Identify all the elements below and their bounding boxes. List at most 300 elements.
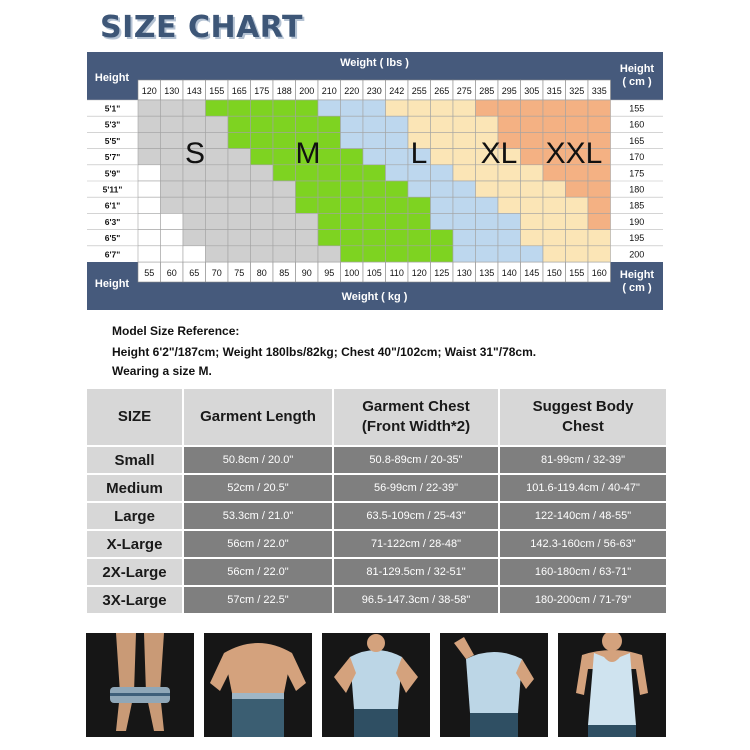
height-ft-tick: 5'9" <box>104 168 121 179</box>
size-cell <box>498 181 521 197</box>
size-cell <box>183 181 206 197</box>
size-cell <box>206 165 229 181</box>
size-cell <box>341 213 364 229</box>
size-cell <box>566 116 589 132</box>
header-body-chest <box>499 388 667 446</box>
size-cell <box>521 149 544 165</box>
waist-measurement-icon <box>204 633 312 737</box>
size-cell <box>566 246 589 262</box>
size-cell <box>363 149 386 165</box>
size-cell <box>251 213 274 229</box>
size-cell <box>363 230 386 246</box>
size-cell <box>341 149 364 165</box>
size-cell <box>251 181 274 197</box>
height-ft-tick: 5'3" <box>104 119 121 130</box>
size-cell <box>138 197 161 213</box>
size-cell <box>543 197 566 213</box>
size-cell <box>476 100 499 116</box>
size-cell <box>386 149 409 165</box>
body-chest-cell: 81-99cm / 32-39" <box>499 446 667 474</box>
weight-kg-tick: 120 <box>411 268 427 278</box>
size-cell: Small <box>86 446 183 474</box>
height-ft-tick: 5'5" <box>104 135 121 146</box>
size-cell <box>498 213 521 229</box>
size-cell <box>543 181 566 197</box>
model-measurements: Height 6'2"/187cm; Weight 180lbs/82kg; Chest 40"/102cm; Waist 31"/78cm. <box>112 345 537 359</box>
weight-kg-tick: 130 <box>456 268 472 278</box>
size-cell <box>431 197 454 213</box>
size-label-s: S <box>184 137 206 171</box>
size-cell <box>386 197 409 213</box>
height-cm-tick: 155 <box>629 103 645 114</box>
size-label-xl: XL <box>480 137 518 171</box>
size-cell <box>251 100 274 116</box>
size-cell <box>363 100 386 116</box>
weight-kg-tick: 125 <box>434 268 450 278</box>
size-cell <box>453 165 476 181</box>
garment-length-cell: 50.8cm / 20.0" <box>183 446 333 474</box>
weight-height-size-chart <box>87 52 663 310</box>
photo-shoulder <box>440 633 548 737</box>
size-cell <box>453 181 476 197</box>
weight-lbs-tick: 230 <box>366 86 382 96</box>
size-cell <box>588 116 611 132</box>
size-cell <box>251 230 274 246</box>
size-cell <box>206 181 229 197</box>
size-cell <box>206 132 229 148</box>
size-cell <box>566 213 589 229</box>
size-cell <box>341 181 364 197</box>
size-cell <box>453 132 476 148</box>
weight-lbs-tick: 165 <box>231 86 247 96</box>
weight-kg-tick: 100 <box>344 268 360 278</box>
size-cell <box>183 246 206 262</box>
size-cell <box>476 246 499 262</box>
size-cell <box>363 213 386 229</box>
table-row <box>86 474 667 502</box>
weight-lbs-tick: 335 <box>591 86 607 96</box>
size-cell <box>453 149 476 165</box>
size-cell <box>318 197 341 213</box>
size-cell <box>296 246 319 262</box>
size-cell <box>498 100 521 116</box>
height-cm-header-label: Height <box>619 63 655 75</box>
table-row <box>86 446 667 474</box>
chest-measurement-icon <box>322 633 430 737</box>
size-cell <box>183 116 206 132</box>
height-header-left: Height <box>94 72 130 84</box>
size-cell <box>566 230 589 246</box>
size-cell <box>273 197 296 213</box>
weight-kg-tick: 70 <box>211 268 222 278</box>
size-cell <box>431 246 454 262</box>
weight-lbs-tick: 143 <box>186 86 202 96</box>
header-body-chest-text: Suggest Body Chest <box>532 397 634 435</box>
size-cell <box>431 100 454 116</box>
size-cell <box>296 116 319 132</box>
size-cell <box>408 246 431 262</box>
size-cell <box>273 230 296 246</box>
size-cell <box>228 213 251 229</box>
header-garment-chest-text: Garment Chest (Front Width*2) <box>361 397 471 435</box>
size-cell <box>521 181 544 197</box>
size-cell <box>498 246 521 262</box>
size-cell <box>161 165 184 181</box>
table-row <box>86 502 667 530</box>
size-cell <box>161 116 184 132</box>
size-label-m: M <box>295 137 321 171</box>
size-cell <box>228 100 251 116</box>
size-cell <box>206 149 229 165</box>
table-header-row <box>86 388 667 446</box>
garment-length-cell: 56cm / 22.0" <box>183 558 333 586</box>
height-cm-tick: 180 <box>629 184 645 195</box>
weight-kg-tick: 155 <box>569 268 585 278</box>
size-cell <box>206 116 229 132</box>
size-cell <box>431 213 454 229</box>
size-cell <box>476 197 499 213</box>
size-label-l: L <box>410 137 428 171</box>
size-cell <box>296 213 319 229</box>
size-cell <box>318 246 341 262</box>
size-cell: X-Large <box>86 530 183 558</box>
weight-kg-tick: 105 <box>366 268 382 278</box>
size-cell <box>431 165 454 181</box>
size-cell <box>341 132 364 148</box>
header-size: SIZE <box>86 388 183 446</box>
size-cell <box>273 213 296 229</box>
size-cell <box>206 197 229 213</box>
size-cell <box>138 116 161 132</box>
size-cell <box>521 100 544 116</box>
garment-chest-cell: 63.5-109cm / 25-43" <box>333 502 499 530</box>
height-ft-tick: 5'1" <box>104 103 121 114</box>
size-cell <box>138 213 161 229</box>
size-cell <box>138 165 161 181</box>
size-cell <box>273 246 296 262</box>
size-cell <box>588 181 611 197</box>
height-cm-footer-unit: ( cm ) <box>622 281 652 294</box>
size-cell <box>206 230 229 246</box>
photo-tank-top <box>558 633 666 737</box>
size-cell <box>521 116 544 132</box>
size-cell <box>363 197 386 213</box>
size-cell <box>296 181 319 197</box>
size-cell <box>341 246 364 262</box>
size-cell <box>273 181 296 197</box>
size-cell <box>431 132 454 148</box>
garment-length-cell: 57cm / 22.5" <box>183 586 333 614</box>
size-cell <box>498 230 521 246</box>
size-cell <box>521 246 544 262</box>
size-cell <box>273 132 296 148</box>
weight-kg-tick: 150 <box>546 268 562 278</box>
size-cell <box>161 230 184 246</box>
weight-lbs-tick: 120 <box>141 86 157 96</box>
size-cell <box>228 230 251 246</box>
size-cell <box>453 100 476 116</box>
height-cm-tick: 195 <box>629 233 645 244</box>
size-cell <box>408 100 431 116</box>
size-cell <box>588 246 611 262</box>
size-cell <box>363 246 386 262</box>
size-cell <box>543 100 566 116</box>
size-cell <box>273 116 296 132</box>
size-label-xxl: XXL <box>545 137 603 171</box>
size-cell <box>453 213 476 229</box>
model-size-worn: Wearing a size M. <box>112 364 212 378</box>
height-ft-tick: 6'5" <box>104 233 121 244</box>
size-cell <box>566 197 589 213</box>
size-cell <box>228 149 251 165</box>
size-cell <box>543 116 566 132</box>
body-chest-cell: 160-180cm / 63-71" <box>499 558 667 586</box>
size-cell <box>251 116 274 132</box>
size-cell <box>408 181 431 197</box>
size-cell <box>386 230 409 246</box>
height-cm-tick: 165 <box>629 135 645 146</box>
size-cell <box>228 197 251 213</box>
size-cell <box>318 213 341 229</box>
size-cell <box>363 181 386 197</box>
size-cell <box>386 213 409 229</box>
size-cell <box>588 213 611 229</box>
size-cell <box>386 165 409 181</box>
size-cell <box>318 165 341 181</box>
size-cell <box>161 149 184 165</box>
measurement-photos <box>86 633 666 737</box>
height-footer-left: Height <box>94 278 130 290</box>
weight-lbs-tick: 275 <box>456 86 472 96</box>
measurement-table <box>85 387 668 615</box>
body-chest-cell: 101.6-119.4cm / 40-47" <box>499 474 667 502</box>
size-cell <box>251 132 274 148</box>
weight-lbs-tick: 188 <box>276 86 292 96</box>
photo-chest <box>322 633 430 737</box>
size-cell <box>183 230 206 246</box>
model-heading: Model Size Reference: <box>112 324 240 338</box>
size-cell <box>318 181 341 197</box>
height-cm-footer-label: Height <box>619 269 655 281</box>
size-cell <box>363 165 386 181</box>
size-cell <box>273 149 296 165</box>
size-cell <box>588 230 611 246</box>
weight-kg-tick: 90 <box>301 268 312 278</box>
size-cell <box>386 100 409 116</box>
garment-chest-cell: 71-122cm / 28-48" <box>333 530 499 558</box>
height-ft-tick: 6'1" <box>104 200 121 211</box>
size-cell <box>296 230 319 246</box>
page-title: SIZE CHART <box>100 10 304 45</box>
size-cell <box>161 213 184 229</box>
height-ft-tick: 6'3" <box>104 216 121 227</box>
size-cell <box>161 132 184 148</box>
body-chest-cell: 180-200cm / 71-79" <box>499 586 667 614</box>
size-cell <box>431 116 454 132</box>
weight-lbs-tick: 305 <box>524 86 540 96</box>
garment-chest-cell: 56-99cm / 22-39" <box>333 474 499 502</box>
weight-kg-tick: 135 <box>479 268 495 278</box>
height-cm-tick: 170 <box>629 152 645 163</box>
size-cell <box>228 116 251 132</box>
size-cell <box>341 100 364 116</box>
size-cell <box>138 149 161 165</box>
height-cm-header-unit: ( cm ) <box>622 75 652 88</box>
size-cell <box>588 197 611 213</box>
size-cell <box>161 246 184 262</box>
size-cell <box>498 116 521 132</box>
table-row <box>86 586 667 614</box>
body-chest-cell: 122-140cm / 48-55" <box>499 502 667 530</box>
size-cell <box>476 181 499 197</box>
size-cell <box>588 100 611 116</box>
size-cell <box>341 230 364 246</box>
table-row <box>86 530 667 558</box>
weight-lbs-tick: 315 <box>546 86 562 96</box>
size-cell <box>206 213 229 229</box>
weight-lbs-tick: 220 <box>344 86 360 96</box>
size-cell <box>318 116 341 132</box>
weight-lbs-tick: 285 <box>479 86 495 96</box>
size-cell <box>521 213 544 229</box>
size-cell <box>386 132 409 148</box>
shoulder-measurement-icon <box>440 633 548 737</box>
size-cell <box>161 181 184 197</box>
size-cell <box>318 230 341 246</box>
size-cell <box>206 246 229 262</box>
size-cell <box>138 132 161 148</box>
header-garment-length: Garment Length <box>183 388 333 446</box>
size-cell <box>251 197 274 213</box>
weight-kg-tick: 75 <box>234 268 245 278</box>
size-cell <box>273 100 296 116</box>
size-cell <box>341 165 364 181</box>
height-ft-tick: 6'7" <box>104 249 121 260</box>
weight-kg-tick: 80 <box>256 268 267 278</box>
garment-chest-cell: 50.8-89cm / 20-35" <box>333 446 499 474</box>
size-cell: Large <box>86 502 183 530</box>
weight-kg-tick: 140 <box>501 268 517 278</box>
size-cell <box>363 116 386 132</box>
size-cell <box>408 230 431 246</box>
weight-lbs-tick: 255 <box>411 86 427 96</box>
weight-kg-tick: 145 <box>524 268 540 278</box>
weight-lbs-tick: 265 <box>434 86 450 96</box>
height-cm-tick: 185 <box>629 200 645 211</box>
size-cell <box>341 197 364 213</box>
size-cell <box>521 132 544 148</box>
size-cell <box>183 100 206 116</box>
size-cell <box>318 149 341 165</box>
size-cell <box>183 213 206 229</box>
weight-kg-footer: Weight ( kg ) <box>341 291 408 303</box>
size-cell <box>408 116 431 132</box>
table-row <box>86 558 667 586</box>
weight-lbs-tick: 175 <box>254 86 270 96</box>
size-cell <box>476 116 499 132</box>
size-cell <box>161 100 184 116</box>
size-cell <box>363 132 386 148</box>
garment-length-cell: 56cm / 22.0" <box>183 530 333 558</box>
weight-kg-tick: 85 <box>279 268 290 278</box>
size-cell <box>476 213 499 229</box>
size-cell <box>566 181 589 197</box>
size-cell <box>408 197 431 213</box>
header-garment-chest <box>333 388 499 446</box>
size-cell <box>453 116 476 132</box>
size-cell <box>296 100 319 116</box>
size-cell <box>251 149 274 165</box>
weight-kg-tick: 55 <box>144 268 155 278</box>
height-cm-tick: 175 <box>629 168 645 179</box>
size-cell <box>138 246 161 262</box>
size-cell <box>521 230 544 246</box>
height-cm-tick: 190 <box>629 216 645 227</box>
garment-length-cell: 52cm / 20.5" <box>183 474 333 502</box>
size-cell <box>138 181 161 197</box>
size-cell <box>521 197 544 213</box>
garment-chest-cell: 96.5-147.3cm / 38-58" <box>333 586 499 614</box>
size-cell <box>386 181 409 197</box>
size-cell <box>543 213 566 229</box>
size-cell <box>431 230 454 246</box>
size-cell <box>431 181 454 197</box>
size-cell <box>566 100 589 116</box>
size-cell <box>273 165 296 181</box>
size-cell <box>318 100 341 116</box>
size-cell <box>498 197 521 213</box>
size-cell <box>251 165 274 181</box>
size-cell <box>228 132 251 148</box>
weight-lbs-header: Weight ( lbs ) <box>340 57 409 69</box>
garment-length-cell: 53.3cm / 21.0" <box>183 502 333 530</box>
size-cell: 2X-Large <box>86 558 183 586</box>
weight-kg-tick: 160 <box>591 268 607 278</box>
size-cell <box>476 230 499 246</box>
weight-lbs-tick: 155 <box>209 86 225 96</box>
size-cell <box>228 246 251 262</box>
size-cell <box>318 132 341 148</box>
tank-top-fit-icon <box>558 633 666 737</box>
size-grid-svg <box>87 52 663 310</box>
photo-waist <box>204 633 312 737</box>
size-cell <box>206 100 229 116</box>
height-ft-tick: 5'11" <box>102 184 123 195</box>
weight-lbs-tick: 210 <box>321 86 337 96</box>
size-cell <box>453 246 476 262</box>
legs-measurement-icon <box>86 633 194 737</box>
weight-lbs-tick: 130 <box>164 86 180 96</box>
weight-kg-tick: 110 <box>389 268 404 278</box>
size-cell <box>431 149 454 165</box>
size-cell <box>138 100 161 116</box>
size-cell <box>453 197 476 213</box>
weight-kg-tick: 60 <box>166 268 177 278</box>
photo-legs <box>86 633 194 737</box>
weight-kg-tick: 65 <box>189 268 200 278</box>
size-cell: Medium <box>86 474 183 502</box>
size-cell <box>251 246 274 262</box>
garment-chest-cell: 81-129.5cm / 32-51" <box>333 558 499 586</box>
weight-lbs-tick: 200 <box>299 86 315 96</box>
size-cell <box>453 230 476 246</box>
weight-lbs-tick: 295 <box>501 86 517 96</box>
size-cell <box>138 230 161 246</box>
weight-lbs-tick: 242 <box>389 86 405 96</box>
size-cell <box>341 116 364 132</box>
size-cell <box>408 213 431 229</box>
size-cell <box>228 181 251 197</box>
